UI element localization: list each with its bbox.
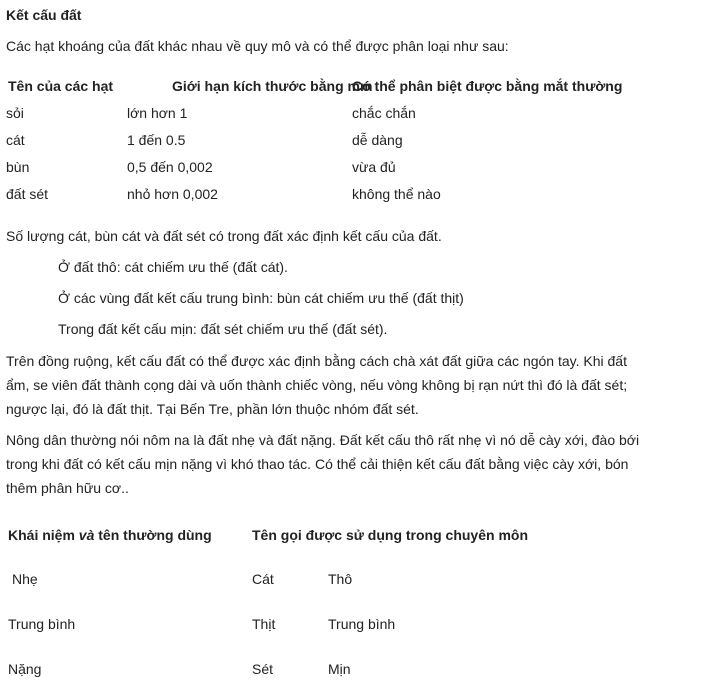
- table1-header-size: Giới hạn kích thước bằng mm: [172, 78, 373, 94]
- table1-cell: dễ dàng: [352, 132, 403, 148]
- texture-intro: Số lượng cát, bùn cát và đất sét có trong đất xác định kết cấu của đất.: [6, 228, 442, 244]
- table1-cell: bùn: [6, 159, 30, 175]
- table2-cell: Nặng: [8, 661, 42, 677]
- texture-item-fine: Trong đất kết cấu mịn: đất sét chiếm ưu thế (đất sét).: [58, 321, 388, 337]
- paragraph-line: Trên đồng ruộng, kết cấu đất có thể được xác định bằng cách chà xát đất giữa các ngón tay. Khi đất: [6, 353, 627, 369]
- table1-cell: cát: [6, 132, 25, 148]
- table2-cell: Thịt: [252, 616, 276, 632]
- paragraph-line: Nông dân thường nói nôm na là đất nhẹ và đất nặng. Đất kết cấu thô rất nhẹ vì nó dễ cày xới, đào bới: [6, 432, 640, 448]
- heading: Kết cấu đất: [6, 7, 82, 23]
- table2-cell: Trung bình: [8, 616, 76, 632]
- texture-item-medium: Ở các vùng đất kết cấu trung bình: bùn cát chiếm ưu thế (đất thịt): [58, 290, 464, 306]
- paragraph-line: ẩm, se viên đất thành cọng dài và uốn thành chiếc vòng, nếu vòng không bị rạn nứt thì đó là đất sét;: [6, 377, 628, 393]
- table2-header-common: [8, 527, 212, 543]
- table2-header-suffix: tên thường dùng: [94, 527, 212, 543]
- table1-cell: đất sét: [6, 186, 49, 202]
- table2-header-prefix: Khái niệm: [8, 527, 79, 543]
- table1-header-name: Tên của các hạt: [8, 78, 114, 94]
- table2-cell: Mịn: [328, 661, 351, 677]
- table2-cell: Trung bình: [328, 616, 396, 632]
- table1-cell: không thể nào: [352, 186, 441, 202]
- table2-header-italic: và: [78, 527, 95, 543]
- paragraph-line: trong khi đất có kết cấu mịn nặng vì khó thao tác. Có thể cải thiện kết cấu đất bằng việc cày xới, bón: [6, 456, 629, 472]
- table1-cell: vừa đủ: [352, 159, 396, 175]
- paragraph-line: thêm phân hữu cơ..: [6, 480, 129, 496]
- texture-item-coarse: Ở đất thô: cát chiếm ưu thế (đất cát).: [58, 259, 288, 275]
- table2-cell: Cát: [252, 571, 274, 587]
- table2-header-technical: Tên gọi được sử dụng trong chuyên môn: [252, 527, 529, 543]
- table1-cell: chắc chắn: [352, 105, 416, 121]
- table1-cell: nhỏ hơn 0,002: [127, 186, 218, 202]
- table1-cell: lớn hơn 1: [127, 105, 188, 121]
- table2-cell: Thô: [328, 571, 353, 587]
- table2-cell: Sét: [252, 661, 274, 677]
- paragraph-line: ngược lại, đó là đất thịt. Tại Bến Tre, phần lớn thuộc nhóm đất sét.: [6, 401, 419, 417]
- table1-cell: 0,5 đến 0,002: [127, 159, 213, 175]
- table1-cell: 1 đến 0.5: [127, 132, 186, 148]
- table1-cell: sỏi: [6, 105, 24, 121]
- table2-cell: Nhẹ: [12, 571, 38, 587]
- intro-text: Các hạt khoáng của đất khác nhau về quy mô và có thể được phân loại như sau:: [6, 38, 509, 54]
- table1-header-visible: Có thể phân biệt được bằng mắt thường: [352, 78, 623, 94]
